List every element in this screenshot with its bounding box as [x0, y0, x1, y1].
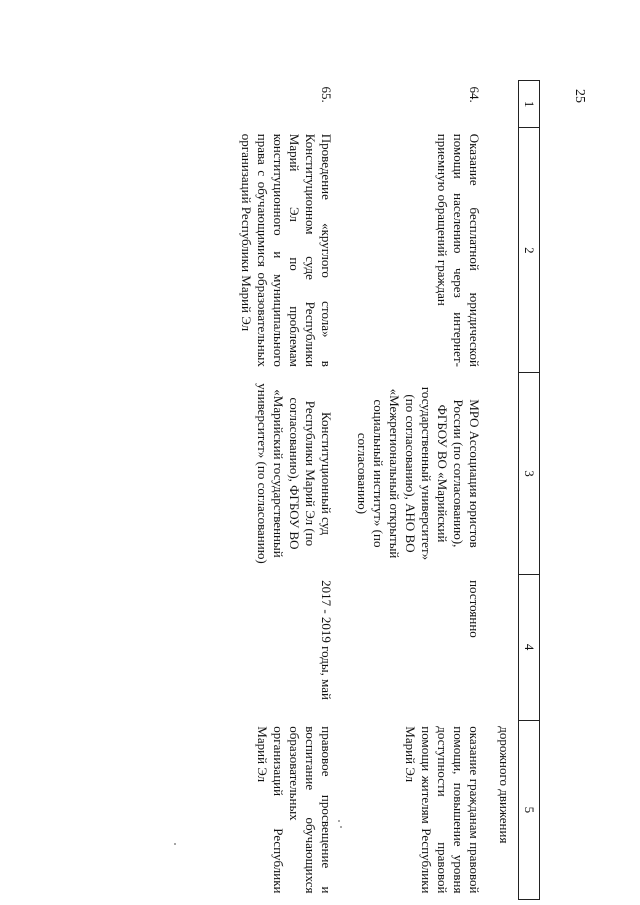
header-col-5: 5 [519, 720, 540, 899]
row-number: 65. [319, 86, 334, 103]
row-executors: Конституционный суд Республики Марий Эл (по согласованию), ФГБОУ ВО «Марийский государственный университет» (по согласованию) [255, 383, 334, 564]
table-row [340, 81, 488, 900]
scan-speck [174, 843, 176, 845]
continuation-text: дорожного движения [497, 726, 512, 844]
events-table [224, 80, 540, 900]
row-result: оказание гражданам правовой помощи, повышение уровня доступности правовой помощи жителям Республики Марий Эл [403, 726, 482, 894]
row-number: 64. [467, 86, 482, 103]
header-col-4: 4 [519, 574, 540, 720]
row-executors: МРО Ассоциация юристов России (по согласованию), ФГБОУ ВО «Марийский государственный университет» (по согласованию), АНО ВО «Межрегиональный открытый социальный институт» (по согласованию) [355, 386, 482, 561]
row-term: 2017 - 2019 годы, май [319, 580, 334, 701]
header-col-2: 2 [519, 128, 540, 373]
scan-speck [340, 826, 342, 828]
scan-speck [338, 820, 340, 822]
header-col-1: 1 [519, 81, 540, 128]
row-result: правовое просвещение и воспитание обучающихся образовательных организаций Республики Марий Эл [255, 726, 334, 894]
table-row [224, 81, 340, 900]
continuation-row [488, 81, 519, 900]
row-term: постоянно [467, 580, 482, 638]
row-event: Проведение «круглого стола» в Конституционном суде Республики Марий Эл по проблемам конституционного и муниципального права с обучающимися образовательных организаций Республики Марий Эл [239, 133, 334, 367]
row-event: Оказание бесплатной юридической помощи населению через интернет-приемную обращений граждан [435, 133, 482, 367]
rotated-table-block [110, 80, 540, 900]
header-col-3: 3 [519, 373, 540, 574]
table-header-row [519, 81, 540, 900]
page-number: 25 [572, 89, 587, 103]
